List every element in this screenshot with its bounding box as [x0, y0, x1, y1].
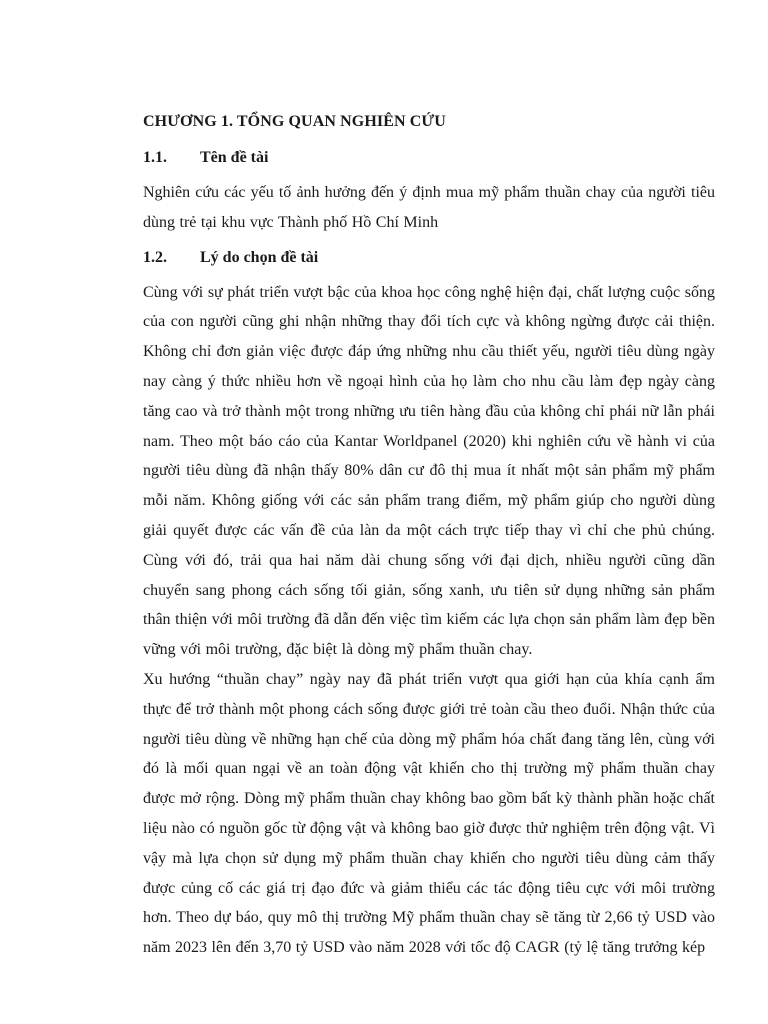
section-1-1-paragraph: Nghiên cứu các yếu tố ảnh hưởng đến ý định mua mỹ phẩm thuần chay của người tiêu dùng trẻ tại khu vực Thành phố Hồ Chí Minh: [143, 184, 715, 231]
chapter-title: CHƯƠNG 1. TỔNG QUAN NGHIÊN CỨU: [143, 113, 446, 130]
section-1-2-paragraph-2: Xu hướng “thuần chay” ngày nay đã phát triển vượt qua giới hạn của khía cạnh ẩm thực để trở thành một phong cách sống được giới trẻ toàn cầu theo đuổi. Nhận thức của người tiêu dùng về những hạn chế của dòng mỹ phẩm hóa chất đang tăng lên, cùng với đó là mối quan ngại về an toàn động vật khiến cho thị trường mỹ phẩm thuần chay được mở rộng. Dòng mỹ phẩm thuần chay không bao gồm bất kỳ thành phần hoặc chất liệu nào có nguồn gốc từ động vật và không bao giờ được thử nghiệm trên động vật. Vì vậy mà lựa chọn sử dụng mỹ phẩm thuần chay khiến cho người tiêu dùng cảm thấy được củng cố các giá trị đạo đức và giảm thiểu các tác động tiêu cực với môi trường hơn. Theo dự báo, quy mô thị trường Mỹ phẩm thuần chay sẽ tăng từ 2,66 tỷ USD vào năm 2023 lên đến 3,70 tỷ USD vào năm 2028 với tốc độ CAGR (tỷ lệ tăng trưởng kép: [143, 670, 715, 957]
section-number: 1.1.: [143, 149, 167, 166]
section-title: Tên đề tài: [200, 149, 269, 166]
section-heading-1-2: [143, 244, 715, 272]
section-heading-1-1: [143, 144, 715, 172]
document-body: [143, 108, 715, 963]
section-title: Lý do chọn đề tài: [200, 248, 319, 266]
section-number: 1.2.: [143, 248, 167, 266]
section-1-2-paragraph-1: Cùng với sự phát triển vượt bậc của khoa học công nghệ hiện đại, chất lượng cuộc sống của con người cũng ghi nhận những thay đổi tích cực và không ngừng được cải thiện. Không chỉ đơn giản việc được đáp ứng những nhu cầu thiết yếu, người tiêu dùng ngày nay càng ý thức nhiều hơn về ngoại hình của họ làm cho nhu cầu làm đẹp ngày càng tăng cao và trở thành một trong những ưu tiên hàng đầu của không chỉ phái nữ lẫn phái nam. Theo một báo cáo của Kantar Worldpanel (2020) khi nghiên cứu về hành vi của người tiêu dùng đã nhận thấy 80% dân cư đô thị mua ít nhất một sản phẩm mỹ phẩm mỗi năm. Không giống với các sản phẩm trang điểm, mỹ phẩm giúp cho người dùng giải quyết được các vấn đề của làn da một cách trực tiếp thay vì chỉ che phủ chúng. Cùng với đó, trải qua hai năm dài chung sống với đại dịch, nhiều người cũng dần chuyển sang phong cách sống tối giản, sống xanh, ưu tiên sử dụng những sản phẩm thân thiện với môi trường đã dẫn đến việc tìm kiếm các lựa chọn sản phẩm làm đẹp bền vững với môi trường, đặc biệt là dòng mỹ phẩm thuần chay.: [143, 283, 715, 659]
